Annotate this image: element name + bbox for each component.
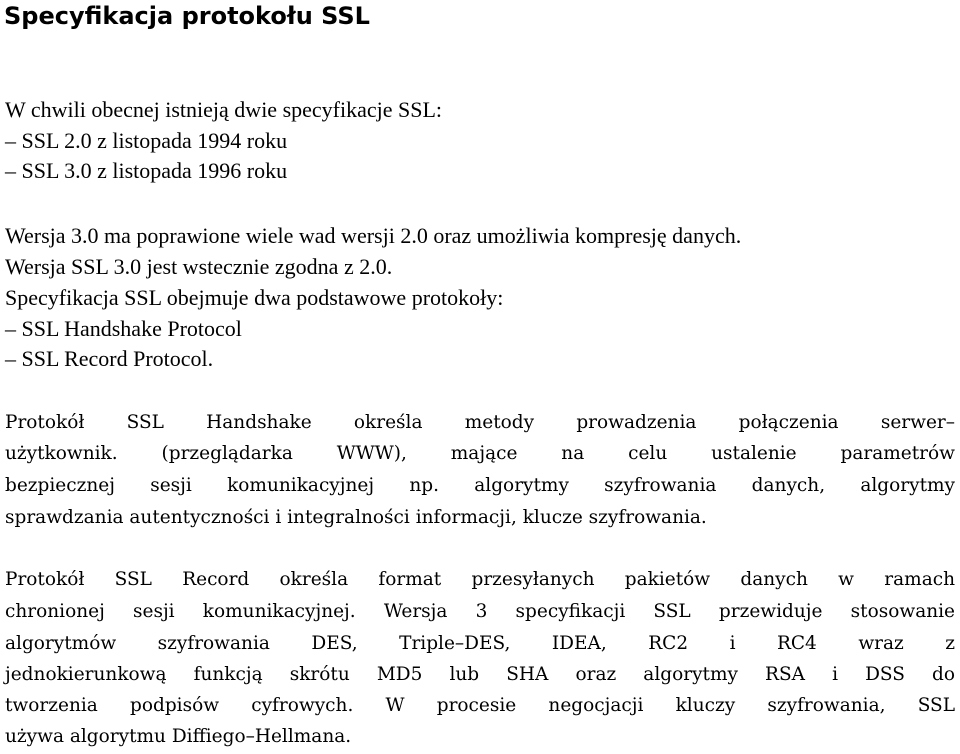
intro-list-item: – SSL 3.0 z listopada 1996 roku [5, 158, 288, 183]
page-title: Specyfikacja protokołu SSL [4, 2, 370, 30]
record-paragraph-line: Protokół SSL Record określa format przesyłanych pakietów danych w ramach [5, 569, 955, 590]
handshake-paragraph-line: użytkownik. (przeglądarka WWW), mające na celu ustalenie parametrów [5, 443, 955, 464]
intro-list-item: – SSL 2.0 z listopada 1994 roku [5, 128, 288, 153]
versions-line: Specyfikacja SSL obejmuje dwa podstawowe protokoły: [5, 285, 504, 310]
record-paragraph-line: tworzenia podpisów cyfrowych. W procesie negocjacji kluczy szyfrowania, SSL [5, 695, 955, 716]
handshake-paragraph-line: Protokół SSL Handshake określa metody prowadzenia połączenia serwer– [5, 412, 955, 433]
record-paragraph-line: algorytmów szyfrowania DES, Triple–DES, IDEA, RC2 i RC4 wraz z [5, 633, 955, 654]
intro-lead: W chwili obecnej istnieją dwie specyfikacje SSL: [5, 97, 443, 122]
versions-line: Wersja SSL 3.0 jest wstecznie zgodna z 2.0. [5, 254, 393, 279]
record-paragraph-line: chronionej sesji komunikacyjnej. Wersja 3 specyfikacji SSL przewiduje stosowanie [5, 601, 955, 622]
record-paragraph-line: jednokierunkową funkcją skrótu MD5 lub SHA oraz algorytmy RSA i DSS do [5, 664, 955, 685]
handshake-paragraph-line: bezpiecznej sesji komunikacyjnej np. algorytmy szyfrowania danych, algorytmy [5, 475, 955, 496]
protocol-list-item: – SSL Record Protocol. [5, 346, 214, 371]
handshake-paragraph-line: sprawdzania autentyczności i integralności informacji, klucze szyfrowania. [5, 507, 707, 528]
record-paragraph-line: używa algorytmu Diffiego–Hellmana. [5, 726, 352, 747]
protocol-list-item: – SSL Handshake Protocol [5, 316, 242, 341]
versions-line: Wersja 3.0 ma poprawione wiele wad wersji 2.0 oraz umożliwia kompresję danych. [5, 223, 742, 248]
